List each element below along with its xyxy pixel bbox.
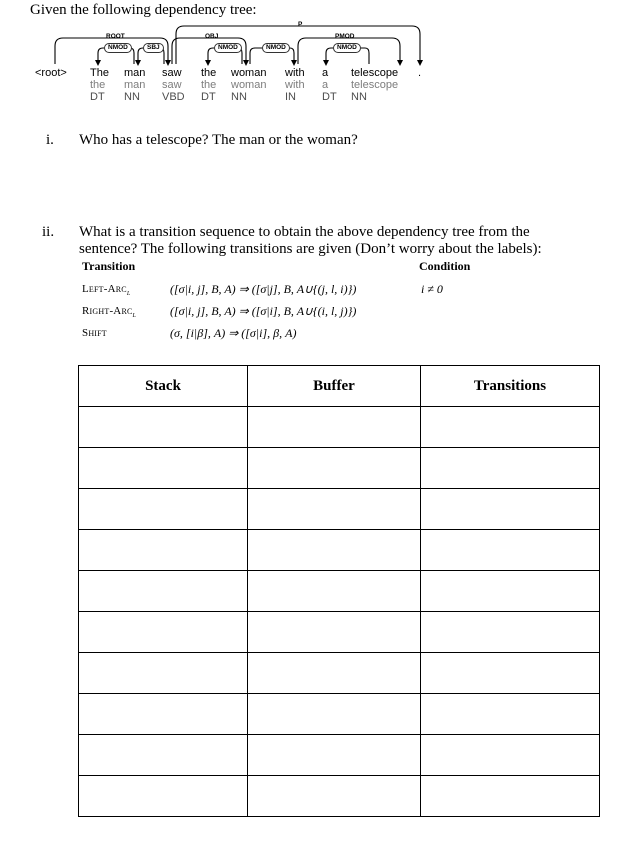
arc-label-p: P	[298, 21, 303, 28]
table-row	[79, 694, 600, 735]
token-pos: NN	[231, 91, 247, 103]
root-token: <root>	[35, 67, 67, 79]
buffer-cell[interactable]	[248, 448, 421, 489]
buffer-cell[interactable]	[248, 694, 421, 735]
table-row	[79, 571, 600, 612]
token-lemma: the	[201, 79, 217, 91]
token-word: telescope	[351, 67, 399, 79]
buffer-cell[interactable]	[248, 612, 421, 653]
token-word: with	[285, 67, 305, 79]
token-word: saw	[162, 67, 182, 79]
table-row	[79, 735, 600, 776]
arc-label-nmod: NMOD	[104, 43, 132, 53]
arc-label-nmod: NMOD	[214, 43, 242, 53]
transition-cell[interactable]	[421, 407, 600, 448]
arc-label-nmod: NMOD	[333, 43, 361, 53]
table-row	[79, 448, 600, 489]
table-row	[79, 530, 600, 571]
token-lemma: a	[322, 79, 329, 91]
rule-name-shift: Shift	[82, 327, 107, 339]
token	[231, 67, 266, 103]
arc-label-obj: OBJ	[205, 33, 219, 40]
token-pos: DT	[322, 91, 337, 103]
rule-name-right-arc	[82, 305, 136, 319]
token-period: .	[418, 67, 422, 79]
stack-cell[interactable]	[79, 776, 248, 817]
transition-cell[interactable]	[421, 694, 600, 735]
token-pos: DT	[201, 91, 216, 103]
token-pos: DT	[90, 91, 105, 103]
transition-table	[78, 365, 600, 817]
dependency-tree-figure	[0, 20, 637, 110]
transition-column-header: Transition	[82, 259, 136, 273]
table-row	[79, 776, 600, 817]
transition-cell[interactable]	[421, 530, 600, 571]
token-lemma: with	[285, 79, 305, 91]
token-pos: NN	[124, 91, 140, 103]
token-word: the	[201, 67, 217, 79]
buffer-cell[interactable]	[248, 489, 421, 530]
transition-cell[interactable]	[421, 735, 600, 776]
token	[351, 67, 398, 103]
table-header-row	[79, 366, 600, 407]
question-text-line1: What is a transition sequence to obtain the above dependency tree from the	[79, 224, 530, 240]
stack-cell[interactable]	[79, 653, 248, 694]
token	[285, 67, 305, 103]
buffer-cell[interactable]	[248, 653, 421, 694]
condition-column-header: Condition	[419, 259, 471, 273]
token-word: woman	[231, 67, 267, 79]
arc-label-sbj: SBJ	[143, 43, 164, 53]
token-pos: IN	[285, 91, 296, 103]
token-pos: VBD	[162, 91, 185, 103]
transition-cell[interactable]	[421, 653, 600, 694]
arc-label-pmod: PMOD	[335, 33, 355, 40]
rule-condition: i ≠ 0	[421, 282, 443, 296]
token-lemma: telescope	[351, 79, 399, 91]
rule-name-text: Right-Arc	[82, 305, 133, 317]
rule-formula-right-arc: ([σ|i, j], B, A) ⇒ ([σ|i], B, A∪{(i, l, j)})	[170, 304, 357, 318]
stack-cell[interactable]	[79, 612, 248, 653]
transitions-header: Transitions	[421, 366, 600, 407]
stack-cell[interactable]	[79, 407, 248, 448]
question-number: ii.	[42, 224, 55, 240]
stack-cell[interactable]	[79, 448, 248, 489]
token-pos: NN	[351, 91, 367, 103]
token-lemma: woman	[231, 79, 267, 91]
arc-label-root: ROOT	[106, 33, 125, 40]
buffer-cell[interactable]	[248, 571, 421, 612]
token-word: The	[90, 67, 109, 79]
buffer-cell[interactable]	[248, 407, 421, 448]
token-lemma: saw	[162, 79, 182, 91]
stack-cell[interactable]	[79, 530, 248, 571]
token	[124, 67, 145, 103]
transition-cell[interactable]	[421, 571, 600, 612]
table-row	[79, 612, 600, 653]
token-lemma: the	[90, 79, 106, 91]
question-text-line2: sentence? The following transitions are given (Don’t worry about the labels):	[79, 241, 542, 257]
token-word: man	[124, 67, 146, 79]
token-lemma: man	[124, 79, 146, 91]
table-row	[79, 489, 600, 530]
buffer-cell[interactable]	[248, 735, 421, 776]
stack-cell[interactable]	[79, 571, 248, 612]
intro-text: Given the following dependency tree:	[30, 2, 257, 18]
question-text: Who has a telescope? The man or the woman?	[79, 132, 358, 148]
rule-subscript: l	[132, 310, 137, 320]
buffer-header: Buffer	[248, 366, 421, 407]
transition-cell[interactable]	[421, 448, 600, 489]
token	[90, 67, 109, 103]
rule-formula-left-arc: ([σ|i, j], B, A) ⇒ ([σ|j], B, A∪{(j, l, i)})	[170, 282, 357, 296]
transition-cell[interactable]	[421, 489, 600, 530]
stack-cell[interactable]	[79, 735, 248, 776]
transition-cell[interactable]	[421, 612, 600, 653]
token	[162, 67, 185, 103]
token-word: a	[322, 67, 329, 79]
rule-formula-shift: (σ, [i|β], A) ⇒ ([σ|i], β, A)	[170, 326, 297, 340]
buffer-cell[interactable]	[248, 530, 421, 571]
token	[201, 67, 216, 103]
table-row	[79, 653, 600, 694]
transition-cell[interactable]	[421, 776, 600, 817]
rule-name-left-arc	[82, 283, 130, 297]
token	[322, 67, 337, 103]
stack-cell[interactable]	[79, 694, 248, 735]
arc-label-nmod: NMOD	[262, 43, 290, 53]
table-row	[79, 407, 600, 448]
stack-header: Stack	[79, 366, 248, 407]
rule-name-text: Left-Arc	[82, 283, 127, 295]
buffer-cell[interactable]	[248, 776, 421, 817]
stack-cell[interactable]	[79, 489, 248, 530]
rule-subscript: l	[126, 288, 131, 298]
question-number: i.	[46, 132, 54, 148]
